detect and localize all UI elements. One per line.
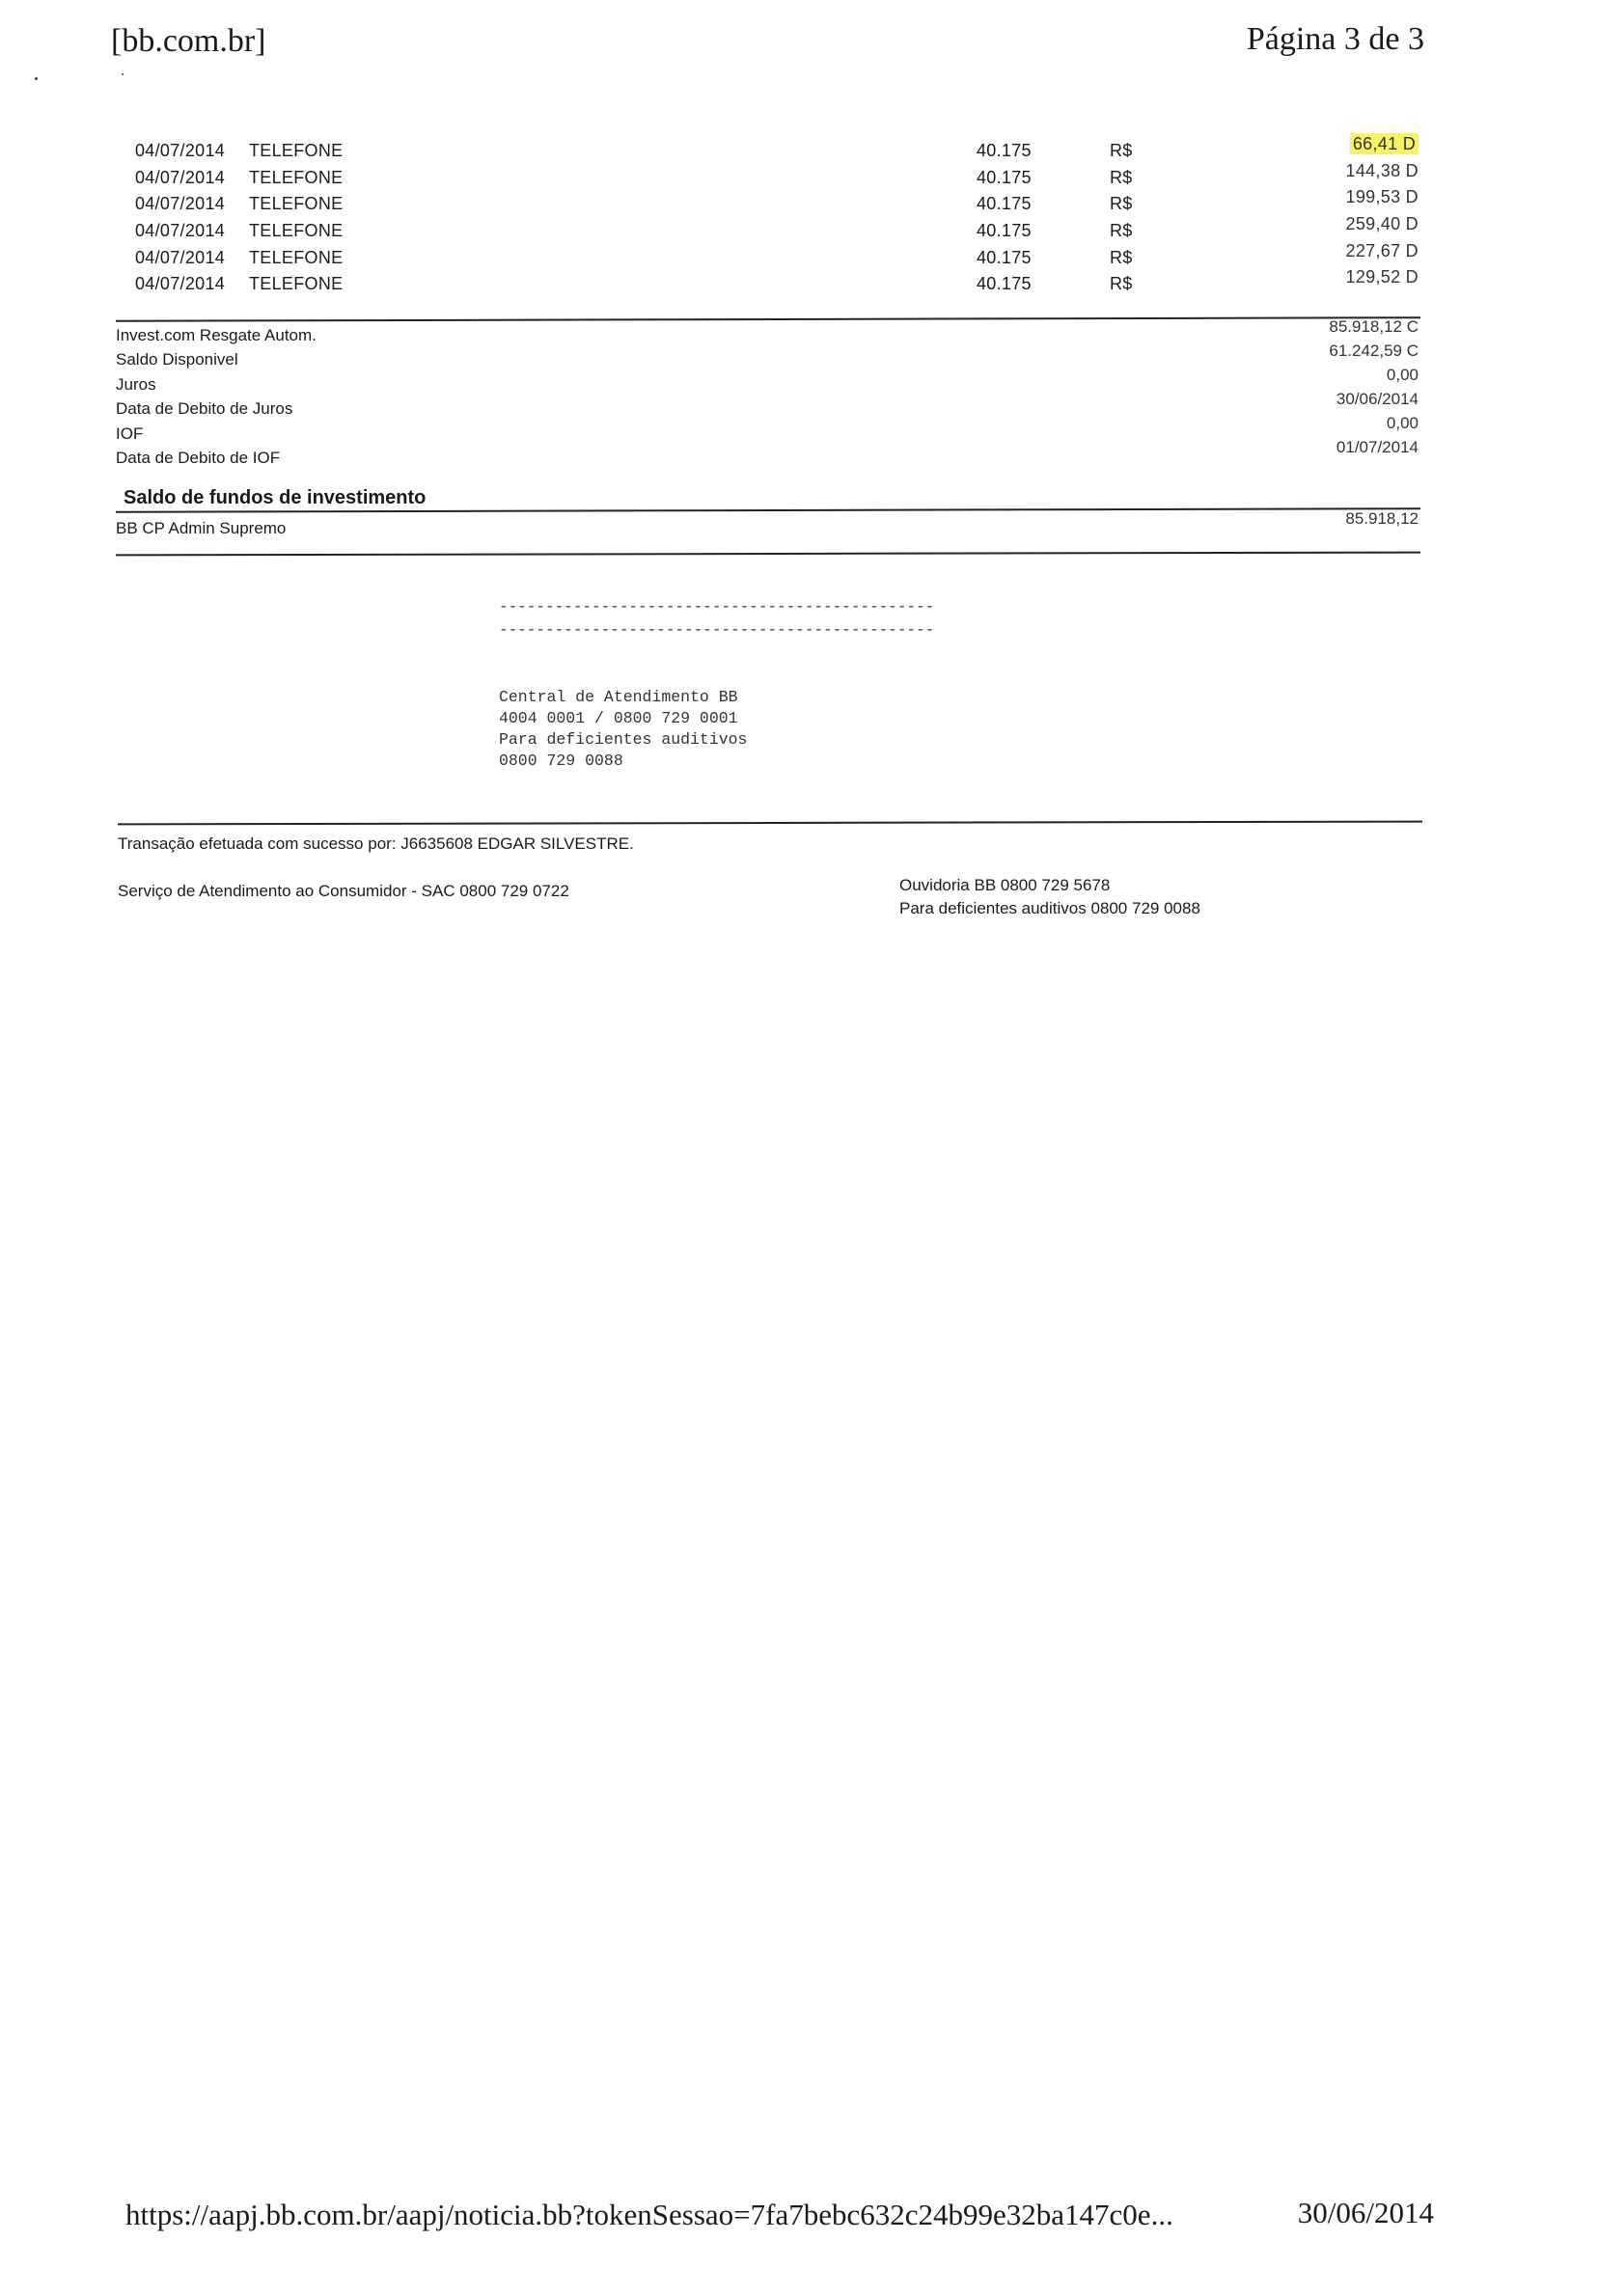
- transaction-currency: R$: [1110, 221, 1133, 240]
- transaction-value-text: 227,67 D: [1345, 241, 1419, 260]
- transaction-document: 40.175: [977, 221, 1032, 240]
- transaction-value-text: 144,38 D: [1345, 161, 1419, 180]
- transaction-document: 40.175: [977, 194, 1032, 213]
- transaction-value: [1350, 134, 1419, 154]
- funds-section-title: Saldo de fundos de investimento: [124, 487, 427, 508]
- scan-speck: [122, 73, 124, 75]
- deficientes-contact: Para deficientes auditivos 0800 729 0088: [899, 899, 1200, 917]
- summary-label: Data de Debito de IOF: [116, 449, 281, 467]
- transaction-date: 04/07/2014: [135, 141, 226, 160]
- transaction-value-text: 66,41 D: [1350, 133, 1419, 154]
- transaction-value-text: 199,53 D: [1345, 187, 1419, 206]
- transaction-description: TELEFONE: [249, 221, 344, 240]
- transaction-value: [1346, 241, 1419, 261]
- transaction-description: TELEFONE: [249, 274, 344, 293]
- sac-contact: Serviço de Atendimento ao Consumidor - SAC 0800 729 0722: [118, 882, 569, 900]
- central-line: Para deficientes auditivos: [499, 730, 748, 749]
- summary-value: 30/06/2014: [1336, 390, 1419, 408]
- transaction-currency: R$: [1110, 141, 1133, 160]
- page-url: https://aapj.bb.com.br/aapj/noticia.bb?tokenSessao=7fa7bebc632c24b99e32ba147c0e...: [125, 2198, 1173, 2231]
- print-date: 30/06/2014: [1297, 2196, 1434, 2229]
- scan-speck: [35, 77, 38, 80]
- summary-label: Saldo Disponivel: [116, 350, 238, 369]
- summary-value: 0,00: [1386, 366, 1419, 384]
- summary-value: 01/07/2014: [1336, 438, 1419, 456]
- dashed-separator: -----------------------------------------------: [499, 621, 935, 639]
- summary-label: Invest.com Resgate Autom.: [116, 326, 317, 344]
- page-number: Página 3 de 3: [1246, 21, 1424, 57]
- transaction-description: TELEFONE: [249, 248, 344, 267]
- transaction-document: 40.175: [977, 248, 1032, 267]
- transaction-description: TELEFONE: [249, 141, 344, 160]
- summary-label: Data de Debito de Juros: [116, 399, 293, 418]
- transaction-document: 40.175: [977, 274, 1032, 293]
- site-header: [bb.com.br]: [111, 23, 266, 59]
- transaction-document: 40.175: [977, 168, 1032, 187]
- transaction-value-text: 129,52 D: [1345, 267, 1419, 287]
- central-line: Central de Atendimento BB: [499, 688, 738, 706]
- transaction-currency: R$: [1110, 168, 1133, 187]
- transaction-value: [1346, 214, 1419, 234]
- dashed-separator: -----------------------------------------------: [499, 598, 935, 615]
- transaction-confirmation: Transação efetuada com sucesso por: J6635608 EDGAR SILVESTRE.: [118, 834, 634, 853]
- transaction-date: 04/07/2014: [135, 194, 226, 213]
- central-line: 4004 0001 / 0800 729 0001: [499, 709, 738, 727]
- central-line: 0800 729 0088: [499, 752, 623, 770]
- summary-label: Juros: [116, 375, 156, 394]
- fund-name: BB CP Admin Supremo: [116, 519, 287, 537]
- divider: [116, 552, 1420, 557]
- summary-label: IOF: [116, 424, 144, 443]
- transaction-currency: R$: [1110, 194, 1133, 213]
- transaction-date: 04/07/2014: [135, 248, 226, 267]
- transaction-date: 04/07/2014: [135, 168, 226, 187]
- summary-value: 85.918,12 C: [1329, 317, 1419, 336]
- transaction-document: 40.175: [977, 141, 1032, 160]
- transaction-value: [1346, 267, 1419, 287]
- summary-value: 61.242,59 C: [1329, 342, 1419, 360]
- transaction-currency: R$: [1110, 248, 1133, 267]
- transaction-value: [1346, 161, 1419, 181]
- transaction-description: TELEFONE: [249, 168, 344, 187]
- transaction-description: TELEFONE: [249, 194, 344, 213]
- divider: [116, 316, 1420, 322]
- transaction-date: 04/07/2014: [135, 221, 226, 240]
- divider: [118, 821, 1422, 826]
- transaction-value: [1346, 187, 1419, 207]
- transaction-currency: R$: [1110, 274, 1133, 293]
- ouvidoria-contact: Ouvidoria BB 0800 729 5678: [899, 876, 1111, 894]
- fund-value: 85.918,12: [1345, 509, 1419, 528]
- summary-value: 0,00: [1386, 414, 1419, 432]
- transaction-value-text: 259,40 D: [1345, 214, 1419, 233]
- transaction-date: 04/07/2014: [135, 274, 226, 293]
